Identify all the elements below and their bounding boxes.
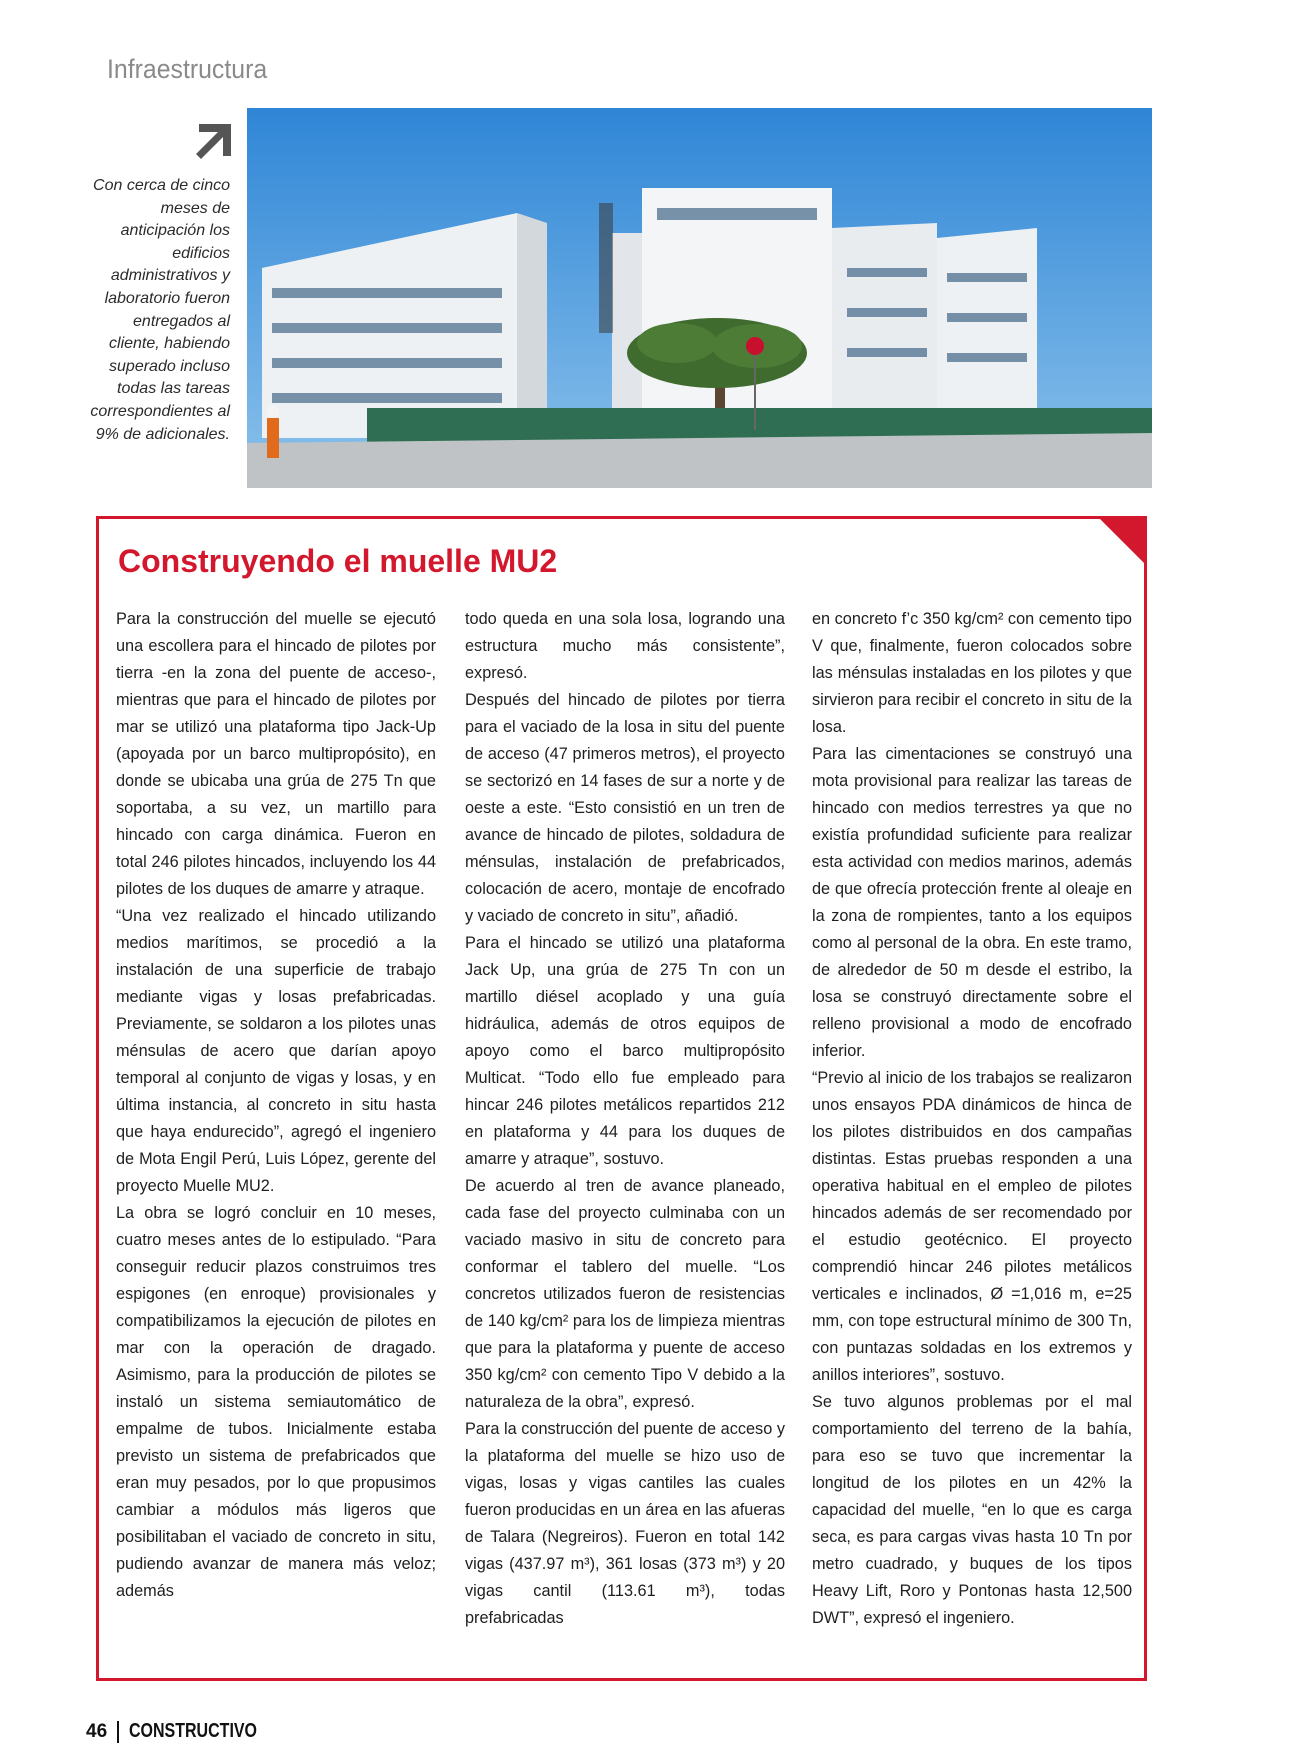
paragraph: De acuerdo al tren de avance planeado, cada fase del proyecto culminaba con un vaciado masivo in situ de concreto para conformar el tablero del muelle. “Los concretos utilizados fueron de resistencias de 140 kg/cm² para los de limpieza mientras que para la plataforma y puente de acceso 350 kg/cm² con cemento Tipo V debido a la naturaleza de la obra”, expresó. — [465, 1177, 785, 1411]
page-footer — [86, 1720, 289, 1743]
magazine-name: CONSTRUCTIVO — [129, 1720, 258, 1742]
paragraph: Para las cimentaciones se construyó una mota provisional para realizar las tareas de hincado con medios terrestres ya que no existía profundidad suficiente para realizar esta actividad con medios marinos, además de que ofrecía protección frente al oleaje en la zona de rompientes, tanto a los equipos como al personal de la obra. En este tramo, de alrededor de 50 m desde el estribo, la losa se construyó directamente sobre el relleno provisional a modo de encofrado inferior. — [812, 745, 1132, 1060]
paragraph: todo queda en una sola losa, logrando una estructura mucho más consistente”, expresó. — [465, 610, 785, 682]
paragraph: Para el hincado se utilizó una plataforma Jack Up, una grúa de 275 Tn con un martillo diésel acoplado y una guía hidráulica, además de otros equipos de apoyo como el barco multipropósito Multicat. “Todo ello fue empleado para hincar 246 pilotes metálicos repartidos 212 en plataforma y 44 para los duques de amarre y atraque”, sostuvo. — [465, 934, 785, 1168]
building-photo — [247, 108, 1152, 488]
article-box — [96, 516, 1147, 1681]
paragraph: “Previo al inicio de los trabajos se realizaron unos ensayos PDA dinámicos de hinca de los pilotes distribuidos en dos campañas distintas. Estas pruebas responden a una operativa habitual en el empleo de pilotes hincados además de ser recomendado por el estudio geotécnico. El proyecto comprendió hincar 246 pilotes metálicos verticales e inclinados, Ø =1,016 m, e=25 mm, con tope estructural mínimo de 300 Tn, con puntazas soldadas en los extremos y anillos interiores”, sostuvo. — [812, 1069, 1132, 1384]
section-label: Infraestructura — [107, 54, 268, 84]
article-title: Construyendo el muelle MU2 — [118, 543, 558, 579]
article-column-2 — [465, 606, 785, 1632]
arrow-up-right-icon — [193, 122, 233, 162]
page-number: 46 — [86, 1720, 108, 1742]
article-column-3 — [812, 606, 1132, 1632]
paragraph: en concreto f’c 350 kg/cm² con cemento tipo V que, finalmente, fueron colocados sobre las ménsulas instaladas en los pilotes y que sirvieron para recibir el concreto in situ de la losa. — [812, 610, 1132, 736]
paragraph: Se tuvo algunos problemas por el mal comportamiento del terreno de la bahía, para eso se tuvo que incrementar la longitud de los pilotes en un 42% la capacidad del muelle, “en lo que es carga seca, es para cargas vivas hasta 10 Tn por metro cuadrado, y buques de los tipos Heavy Lift, Roro y Pontonas hasta 12,500 DWT”, expresó el ingeniero. — [812, 1393, 1132, 1627]
paragraph: La obra se logró concluir en 10 meses, cuatro meses antes de lo estipulado. “Para conseguir reducir plazos construimos tres espigones (en enroque) provisionales y compatibilizamos la ejecución de pilotes en mar con la operación de dragado. Asimismo, para la producción de pilotes se instaló un sistema semiautomático de empalme de tubos. Inicialmente estaba previsto un sistema de prefabricados que eran muy pesados, por lo que propusimos cambiar a módulos más ligeros que posibilitaban el vaciado de concreto in situ, pudiendo avanzar de manera más veloz; además — [116, 1204, 436, 1600]
paragraph: Para la construcción del puente de acceso y la plataforma del muelle se hizo uso de vigas, losas y vigas cantiles las cuales fueron producidas en un área en las afueras de Talara (Negreiros). Fueron en total 142 vigas (437.97 m³), 361 losas (373 m³) y 20 vigas cantil (113.61 m³), todas prefabricadas — [465, 1420, 785, 1627]
article-column-1 — [116, 606, 436, 1605]
corner-accent — [1097, 516, 1147, 566]
footer-divider — [117, 1721, 119, 1743]
photo-caption: Con cerca de cinco meses de anticipación los edificios administrativos y laboratorio fueron entregados al cliente, habiendo superado incluso todas las tareas correspondientes al 9% de adicionales. — [90, 177, 230, 443]
paragraph: “Una vez realizado el hincado utilizando medios marítimos, se procedió a la instalación de una superficie de trabajo mediante vigas y losas prefabricadas. Previamente, se soldaron a los pilotes unas ménsulas de acero que darían apoyo temporal al conjunto de vigas y losas, y en última instancia, al concreto in situ hasta que haya endurecido”, agregó el ingeniero de Mota Engil Perú, Luis López, gerente del proyecto Muelle MU2. — [116, 907, 436, 1195]
paragraph: Después del hincado de pilotes por tierra para el vaciado de la losa in situ del puente de acceso (47 primeros metros), el proyecto se sectorizó en 14 fases de sur a norte y de oeste a este. “Esto consistió en un tren de avance de hincado de pilotes, soldadura de ménsulas, instalación de prefabricados, colocación de acero, montaje de encofrado y vaciado de concreto in situ”, añadió. — [465, 691, 785, 925]
paragraph: Para la construcción del muelle se ejecutó una escollera para el hincado de pilotes por tierra -en la zona del puente de acceso-, mientras que para el hincado de pilotes por mar se utilizó una plataforma tipo Jack-Up (apoyada por un barco multipropósito), en donde se ubicaba una grúa de 275 Tn que soportaba, a su vez, un martillo para hincado con carga dinámica. Fueron en total 246 pilotes hincados, incluyendo los 44 pilotes de los duques de amarre y atraque. — [116, 610, 436, 898]
